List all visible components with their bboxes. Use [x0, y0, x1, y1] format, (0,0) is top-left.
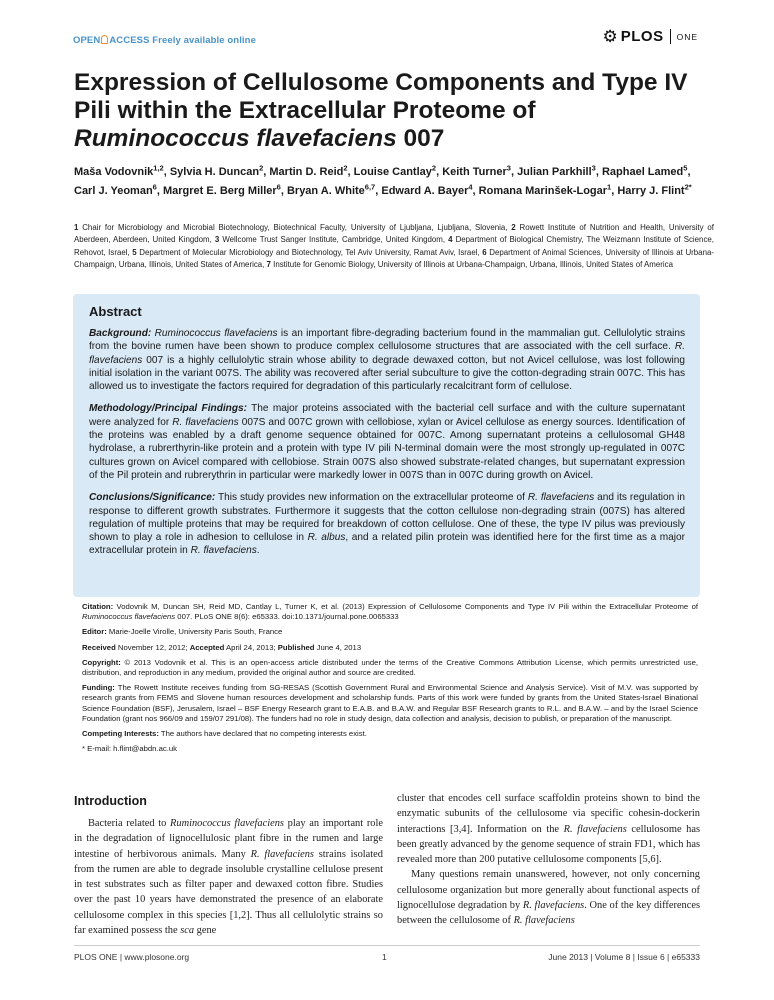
editor	[82, 627, 698, 637]
methods-text: The major proteins associated with the bacterial cell surface and with the culture supernatant were analyzed for R. flavefaciens 007S and 007C grown with cellobiose, xylan or Avicel cellulose as energy sources. Identification of the proteins was enabled by a draft genome sequence obtained for 007C. Among supernatant proteins a cellulosomal GH48 hydrolase, a rubrerthyrin-like protein and a protein with type IV pili N-terminal domain were the most strongly up-regulated in 007C cultures grown on Avicel compared with cellobiose. Strain 007S also showed substrate-related changes, but supernatant expression of the Pil protein and rubrerythrin in particular were markedly lower in 007S than in 007C during growth on Avicel.	[89, 403, 686, 481]
affiliations	[74, 222, 714, 272]
affiliation-number: 4	[448, 235, 456, 245]
conclusions-text: This study provides new information on the extracellular proteome of R. flavefaciens and its regulation in response to different growth substrates. Furthermore it suggests that the cotton cellulose non-degrading strain (007S) has altered regulation of multiple proteins that may be required for breakdown of cotton cellulose. One of these, the type IV pilus was previously shown to play a role in adhesion to cellulose in R. albus, and a related pilin protein was identified here for the first time as a major extracellular protein in R. flavefaciens.	[89, 492, 686, 557]
background-label: Background:	[89, 328, 152, 339]
open-access-suffix: Freely available online	[152, 35, 256, 46]
copyright	[82, 658, 698, 678]
title-part2: 007	[396, 125, 445, 152]
author-affiliation-marker: 1,2	[153, 163, 164, 173]
footer-rule	[74, 945, 700, 946]
footer-issue: June 2013 | Volume 8 | Issue 6 | e65333	[548, 952, 700, 962]
abstract-box	[73, 294, 700, 597]
accepted-label: Accepted	[189, 642, 225, 652]
open-access-banner	[73, 35, 256, 46]
citation-text: Vodovnik M, Duncan SH, Reid MD, Cantlay L, Turner K, et al. (2013) Expression of Cellulosome Components and Type IV Pili within the Extracellular Proteome of Ruminococcus flavefaciens 007. PLoS ONE 8(6): e65333. doi:10.1371/journal.pone.0065333	[82, 602, 698, 622]
author-affiliation-marker: 3	[506, 163, 511, 173]
author-affiliation-marker: 1	[607, 182, 612, 192]
affiliation-number: 5	[132, 247, 140, 257]
body-column-right	[397, 791, 700, 929]
author-name[interactable]: Carl J. Yeoman	[74, 185, 153, 197]
affiliation-text: Department of Molecular Microbiology and Biotechnology, Tel Aviv University, Ramat Aviv, Israel,	[139, 247, 483, 257]
intro-paragraph-continued: cluster that encodes cell surface scaffoldin proteins shown to bind the enzymatic subunits of the cellulosome via specific cohesin-dockerin interactions [3,4]. Information on the R. flavefaciens cellulosome has been greatly advanced by the genome sequence of strain FD1, which has revealed more than 200 putative cellulosome components [5,6].	[397, 793, 700, 866]
affiliation-text: Institute for Genomic Biology, University of Illinois at Urbana-Champaign, Urbana, Illinois, United States of America	[273, 260, 673, 270]
author-affiliation-marker: 6,7	[364, 182, 376, 192]
author-affiliation-marker: 2	[259, 163, 264, 173]
author-affiliation-marker: 6	[276, 182, 281, 192]
footer-page-number: 1	[382, 952, 387, 962]
abstract-methods	[89, 402, 685, 482]
author-name[interactable]: Margret E. Berg Miller	[162, 185, 277, 197]
accepted-date: April 24, 2013;	[226, 642, 276, 652]
email-text[interactable]: * E-mail: h.flint@abdn.ac.uk	[82, 744, 177, 754]
plos-one-logo[interactable]	[602, 28, 698, 45]
abstract-heading: Abstract	[89, 304, 142, 319]
open-access-open: OPEN	[73, 35, 101, 46]
author-name[interactable]: Julian Parkhill	[517, 166, 592, 178]
author-name[interactable]: Raphael Lamed	[601, 166, 684, 178]
author-name[interactable]: Harry J. Flint	[617, 185, 685, 197]
article-title	[74, 69, 714, 153]
author-affiliation-marker: 5	[683, 163, 688, 173]
citation-label: Citation:	[82, 602, 114, 611]
abstract-background	[89, 327, 685, 393]
author-affiliation-marker: 2	[343, 163, 348, 173]
affiliation-number: 2	[511, 223, 520, 232]
author-name[interactable]: Louise Cantlay	[353, 166, 432, 178]
article-metadata	[82, 602, 698, 759]
received-label: Received	[82, 642, 116, 652]
body-column-left	[74, 816, 383, 938]
author-affiliation-marker: 4	[468, 182, 473, 192]
author-list: Maša Vodovnik$^{1,2}$, Sylvia H. Duncan$^2$, Martin D. Reid$^2$, Louise Cantlay$^2$, Keith Turner$^3$, Julian Parkhill$^3$, Raphael Lamed$^5$, Carl J. Yeoman$^6$, Margret E. Berg Miller$^6$, Bryan A. White$^{6,7}$, Edward A. Bayer$^4$, Romana Marinšek-Logar$^1$, Harry J. Flint$^{2*}$	[74, 163, 692, 197]
affiliation-text: Chair for Microbiology and Microbial Biotechnology, Biotechnical Faculty, University of Ljubljana, Ljubljana, Slovenia,	[82, 223, 512, 232]
corresponding-email[interactable]	[82, 744, 698, 754]
footer-journal[interactable]: PLOS ONE | www.plosone.org	[74, 952, 190, 962]
open-access-access: ACCESS	[109, 35, 150, 46]
affiliation-text: Department of Animal Sciences, University of Illinois at Urbana-Champaign, Urbana, Illinois, United States of America,	[74, 247, 714, 270]
affiliation-text: Wellcome Trust Sanger Institute, Cambridge, United Kingdom,	[222, 235, 449, 245]
author-affiliation-marker: 2	[431, 163, 437, 173]
intro-paragraph-1: Bacteria related to Ruminococcus flavefaciens play an important role in the degradation of lignocellulosic plant fibre in the rumen and large intestine of herbivorous animals. Many R. flavefaciens strains isolated from the rumen are able to degrade insoluble crystalline cellulose present in test substrates such as filter paper and dewaxed cotton fibre. Studies over the past 10 years have demonstrated the presence of an elaborate cellulosome complex in this species [1,2]. Thus all cellulolytic strains so far examined possess the sca gene	[74, 818, 383, 937]
author-name[interactable]: Martin D. Reid	[269, 166, 344, 178]
author-name[interactable]: Romana Marinšek-Logar	[478, 185, 608, 197]
affiliation-number: 1	[74, 223, 83, 232]
affiliation-text: Rowett Institute of Nutrition and Health, University of Aberdeen, Aberdeen, United Kingdom,	[74, 223, 714, 245]
background-text: Ruminococcus flavefaciens is an important fibre-degrading bacterium found in the mammalian gut. Cellulolytic strains from the bovine rumen have been shown to produce complex cellulosome structures that are associated with the cell surface. R. flavefaciens 007 is a highly cellulolytic strain whose ability to degrade dewaxed cotton, but not Avicel cellulose, was lost following initial isolation in the variant 007S. The ability was recovered after serial subculture to give the cotton-degrading strain 007C. This has allowed us to investigate the factors required for degradation of this particularly recalcitrant form of cellulose.	[89, 328, 686, 393]
funding-label: Funding:	[82, 683, 115, 693]
editor-label: Editor:	[82, 627, 107, 637]
funding	[82, 683, 698, 724]
competing-label: Competing Interests:	[82, 729, 159, 739]
title-species: Ruminococcus flavefaciens	[74, 125, 397, 152]
editor-text: Marie-Joelle Virolle, University Paris South, France	[108, 627, 283, 637]
affiliation-number: 7	[266, 260, 274, 270]
logo-divider	[670, 29, 671, 44]
author-affiliation-marker: 2*	[684, 182, 692, 192]
intro-paragraph-2: Many questions remain unanswered, however, not only concerning cellulosome organization but more generally about functional aspects of lignocellulose degradation by R. flavefaciens. One of the key differences between the cellulosome of R. flavefaciens	[397, 869, 700, 927]
author-name[interactable]: Sylvia H. Duncan	[169, 166, 260, 178]
introduction-heading: Introduction	[74, 794, 147, 808]
methods-label: Methodology/Principal Findings:	[89, 403, 247, 415]
one-logo-text: ONE	[676, 31, 698, 42]
affiliation-text: Department of Biological Chemistry, The Weizmann Institute of Science, Rehovot, Israel,	[74, 235, 714, 257]
author-name[interactable]: Keith Turner	[442, 166, 507, 178]
published-label: Published	[277, 642, 315, 652]
competing-interests	[82, 729, 698, 739]
competing-text: The authors have declared that no competing interests exist.	[160, 729, 367, 739]
author-affiliation-marker: 6	[152, 182, 157, 192]
received-date: November 12, 2012;	[117, 642, 188, 652]
funding-text: The Rowett Institute receives funding from SG-RESAS (Scottish Government Rural and Environmental Science and Analysis Service). Visit of M.V. was supported by research grants from FEMS and Slovene human resources development and scholarship funds. Parts of this work were funded by grants from the United States-Israel Binational Science Foundation (BSF), Jerusalem, Israel – BSF Energy Research grant to E.A.B. and B.A.W. and Regular BSF Research grants to R.L. and B.A.W. – and by the Israel Science Foundation (grant nos 966/09 and 159/07 291/08). The funders had no role in study design, data collection and analysis, decision to publish, or preparation of the manuscript.	[82, 683, 698, 723]
open-access-lock-icon	[101, 35, 108, 44]
published-date: June 4, 2013	[316, 642, 362, 652]
conclusions-label: Conclusions/Significance:	[89, 492, 216, 504]
author-name[interactable]: Edward A. Bayer	[381, 185, 469, 197]
affiliation-number: 3	[214, 235, 223, 245]
author-name[interactable]: Bryan A. White	[286, 185, 365, 197]
author-name[interactable]: Maša Vodovnik	[74, 166, 154, 178]
plos-gear-icon: ⚙	[602, 27, 618, 46]
plos-logo-text: PLOS	[620, 28, 664, 45]
abstract-conclusions	[89, 491, 685, 557]
affiliation-number: 6	[482, 247, 490, 257]
copyright-label: Copyright:	[82, 657, 121, 667]
copyright-text: © 2013 Vodovnik et al. This is an open-access article distributed under the terms of the Creative Commons Attribution License, which permits unrestricted use, distribution, and reproduction in any medium, provided the original author and source are credited.	[82, 657, 698, 678]
author-affiliation-marker: 3	[591, 163, 596, 173]
citation	[82, 602, 698, 622]
dates	[82, 643, 698, 653]
title-part1: Expression of Cellulosome Components and Type IV Pili within the Extracellular Proteome of	[74, 69, 688, 124]
